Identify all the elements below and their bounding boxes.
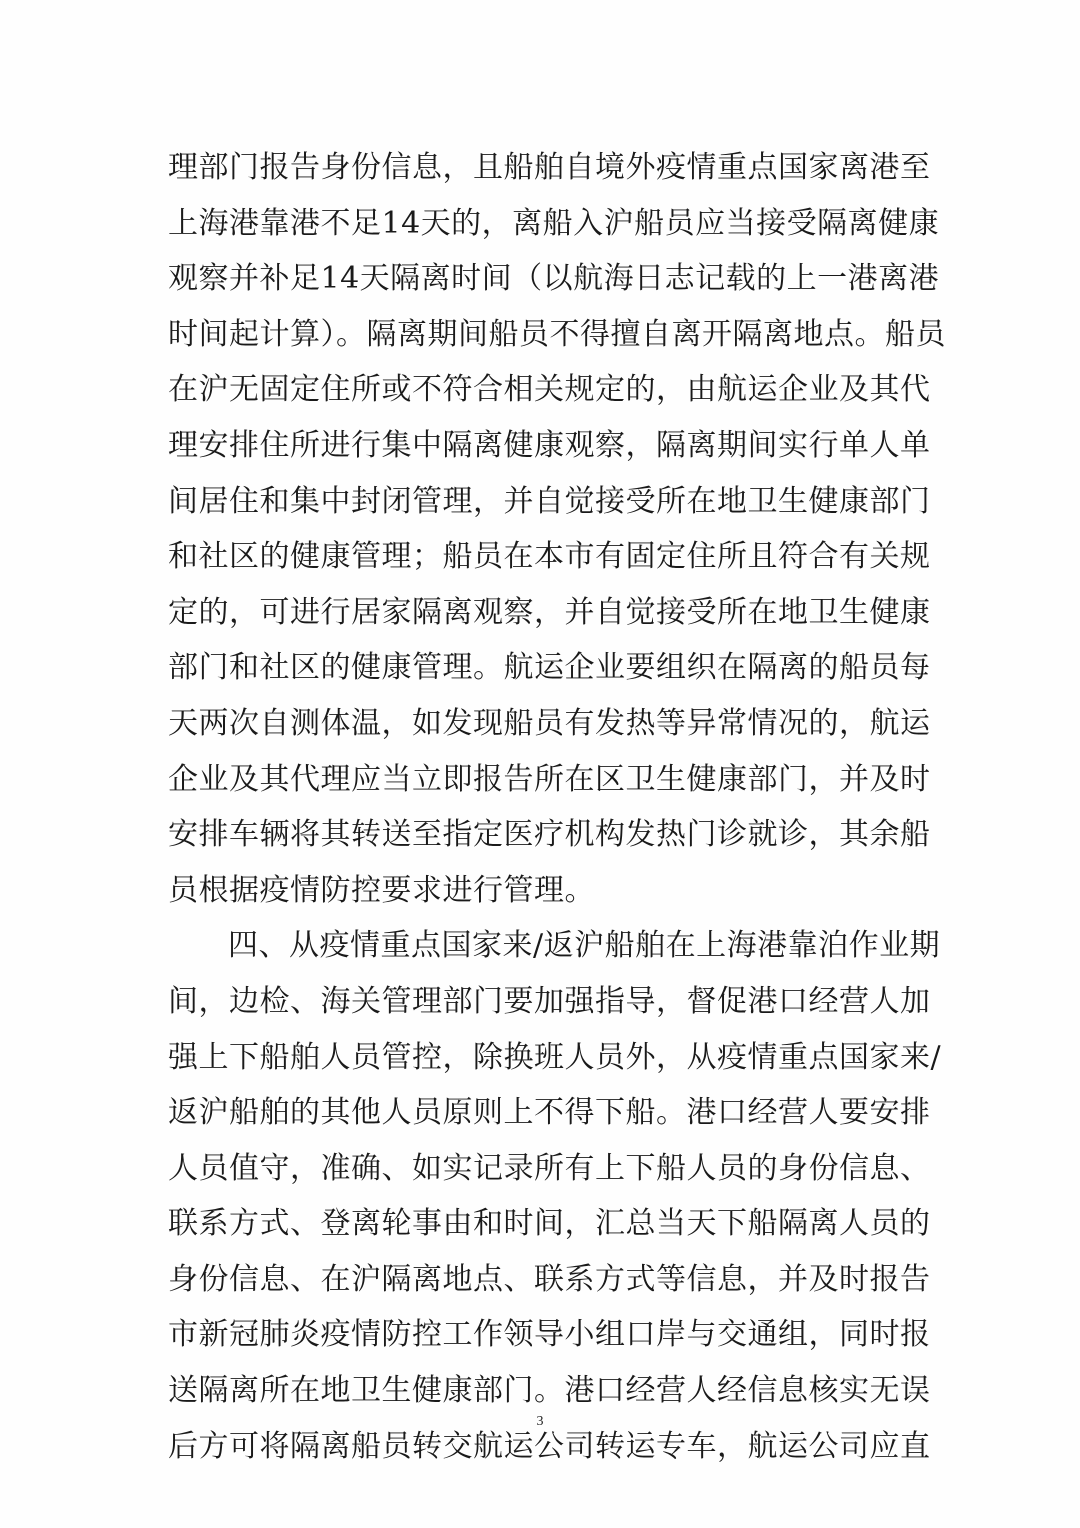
- text-line: 人员值守，准确、如实记录所有上下船人员的身份信息、: [168, 1150, 931, 1186]
- text-line: 送隔离所在地卫生健康部门。港口经营人经信息核实无误: [168, 1373, 931, 1409]
- text-line: 市新冠肺炎疫情防控工作领导小组口岸与交通组，同时报: [168, 1317, 931, 1353]
- text-line: 和社区的健康管理；船员在本市有固定住所且符合有关规: [168, 539, 931, 575]
- text-line: 企业及其代理应当立即报告所在区卫生健康部门，并及时: [168, 761, 931, 797]
- text-line: 间，边检、海关管理部门要加强指导，督促港口经营人加: [168, 983, 931, 1019]
- paragraph-start-line: 四、从疫情重点国家来/返沪船舶在上海港靠泊作业期: [228, 928, 941, 964]
- text-line: 身份信息、在沪隔离地点、联系方式等信息，并及时报告: [168, 1261, 931, 1297]
- text-line: 定的，可进行居家隔离观察，并自觉接受所在地卫生健康: [168, 594, 931, 630]
- text-line: 后方可将隔离船员转交航运公司转运专车，航运公司应直: [168, 1428, 931, 1464]
- text-line: 理部门报告身份信息，且船舶自境外疫情重点国家离港至: [168, 150, 931, 185]
- body-text: [168, 140, 946, 1474]
- text-line: 天两次自测体温，如发现船员有发热等异常情况的，航运: [168, 705, 931, 741]
- text-line: 在沪无固定住所或不符合相关规定的，由航运企业及其代: [168, 372, 931, 408]
- paragraph-end-line: 员根据疫情防控要求进行管理。: [168, 872, 595, 908]
- page-number: 3: [536, 1414, 544, 1429]
- text-line: 时间起计算）。隔离期间船员不得擅自离开隔离地点。船员: [168, 316, 946, 352]
- text-line: 联系方式、登离轮事由和时间，汇总当天下船隔离人员的: [168, 1206, 931, 1242]
- text-line: 部门和社区的健康管理。航运企业要组织在隔离的船员每: [168, 650, 931, 686]
- text-line: 返沪船舶的其他人员原则上不得下船。港口经营人要安排: [168, 1095, 931, 1131]
- text-line: 安排车辆将其转送至指定医疗机构发热门诊就诊，其余船: [168, 817, 931, 853]
- text-line: 上海港靠港不足14天的，离船入沪船员应当接受隔离健康: [168, 205, 940, 241]
- text-line: 理安排住所进行集中隔离健康观察，隔离期间实行单人单: [168, 427, 931, 463]
- text-line: 强上下船舶人员管控，除换班人员外，从疫情重点国家来/: [168, 1039, 942, 1075]
- text-line: 间居住和集中封闭管理，并自觉接受所在地卫生健康部门: [168, 483, 931, 519]
- text-line: 观察并补足14天隔离时间（以航海日志记载的上一港离港: [168, 261, 940, 297]
